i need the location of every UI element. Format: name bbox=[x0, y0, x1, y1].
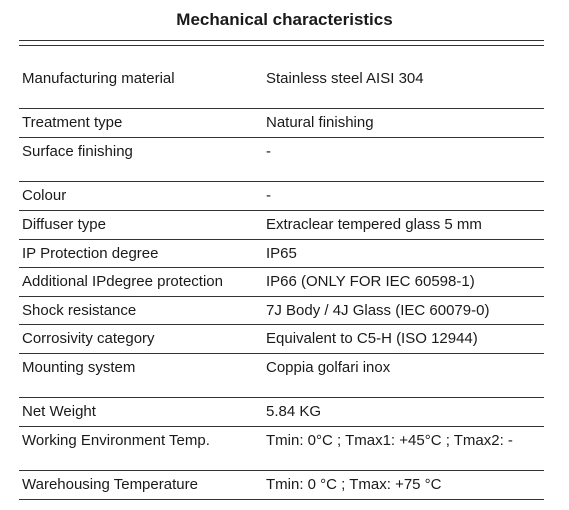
row-value: Tmin: 0 °C ; Tmax: +75 °C bbox=[266, 476, 442, 493]
row-label: Corrosivity category bbox=[22, 330, 155, 347]
table-row bbox=[19, 109, 544, 138]
table-title: Mechanical characteristics bbox=[176, 10, 393, 29]
row-value: Stainless steel AISI 304 bbox=[266, 70, 424, 87]
title-divider-bottom bbox=[19, 45, 544, 46]
row-value: Natural finishing bbox=[266, 114, 374, 131]
table-row bbox=[19, 211, 544, 240]
row-value: 5.84 KG bbox=[266, 403, 322, 420]
row-label: Surface finishing bbox=[22, 143, 133, 160]
row-label: Manufacturing material bbox=[22, 70, 175, 87]
table-row bbox=[19, 182, 544, 211]
row-value: Equivalent to C5-H (ISO 12944) bbox=[266, 330, 478, 347]
row-label: Warehousing Temperature bbox=[22, 476, 198, 493]
table-row bbox=[19, 427, 544, 471]
row-value: - bbox=[266, 143, 271, 160]
row-value: Tmin: 0°C ; Tmax1: +45°C ; Tmax2: - bbox=[266, 432, 513, 449]
row-label: Diffuser type bbox=[22, 216, 106, 233]
row-label: Mounting system bbox=[22, 359, 136, 376]
row-label: Working Environment Temp. bbox=[22, 432, 210, 449]
title-divider-top bbox=[19, 40, 544, 41]
table-row bbox=[19, 268, 544, 297]
table-row bbox=[19, 65, 544, 109]
table-row bbox=[19, 240, 544, 268]
table-row bbox=[19, 325, 544, 354]
row-value: Extraclear tempered glass 5 mm bbox=[266, 216, 482, 233]
table-row bbox=[19, 471, 544, 500]
row-label: Colour bbox=[22, 187, 67, 204]
row-label: Treatment type bbox=[22, 114, 123, 131]
row-value: IP65 bbox=[266, 245, 297, 262]
table-row bbox=[19, 398, 544, 427]
row-label: Net Weight bbox=[22, 403, 96, 420]
row-label: Additional IPdegree protection bbox=[22, 273, 223, 290]
row-value: Coppia golfari inox bbox=[266, 359, 391, 376]
table-row bbox=[19, 354, 544, 398]
row-value: IP66 (ONLY FOR IEC 60598-1) bbox=[266, 273, 475, 290]
row-value: - bbox=[266, 187, 271, 204]
table-row bbox=[19, 297, 544, 325]
table-row bbox=[19, 138, 544, 182]
row-value: 7J Body / 4J Glass (IEC 60079-0) bbox=[266, 302, 490, 319]
row-label: IP Protection degree bbox=[22, 245, 159, 262]
row-label: Shock resistance bbox=[22, 302, 137, 319]
